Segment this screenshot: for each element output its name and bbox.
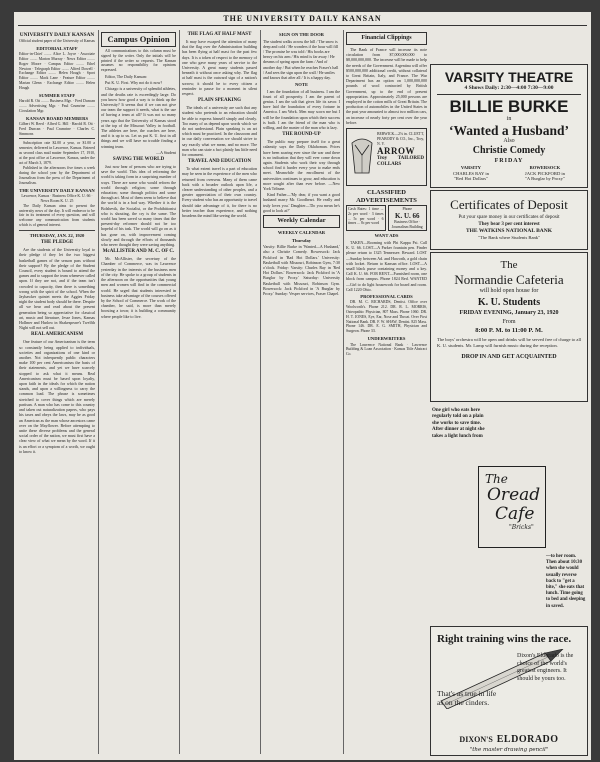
column-poems-calendar [263,30,340,754]
in-label: in [506,116,512,122]
left-star: CHARLES RAY in [453,170,489,176]
dixon-headline: Right training wins the race. [437,633,572,645]
article-heading: NOTE [294,82,309,88]
column-opinion [101,30,176,754]
article-heading: REAL AMERICANISM [30,332,84,338]
left-venue: VARSITY [460,165,481,170]
letter-signature: —A Student [156,149,176,155]
right-star: JACK PICKFORD in [524,170,565,176]
column-editorial [19,30,95,754]
letter-salutation: Editor, The Daily Kansan: [105,73,147,79]
policy-note: The Daily Kansan aims to present the university news of the day. It will endeavor to be fair in its treatment of every question, and will welcome any communication from students which is of general interest. [19,203,95,227]
underwriters-heading: UNDERWRITERS [367,336,406,342]
poem: The student walks across the hill / The snow is deep and cold / He wonders if the hour will fill / The promise he was told / His books are heavy on his arm / His mind is far away / He dreams of spring upon the farm / And of another day / But when he reaches Fraser's hall / And sees the sign upon the wall / He smiles and knows that after all / It is a happy day. [263,38,339,80]
article-body: Mr. McAllister, the secretary of the Chamber of Commerce, was in Lawrence yesterday in the interests of the business men of the city. He spoke to a group of students in the afternoon on the opportunities that young men and women will find in the commercial world. He urged that students interested in business take advantage of the courses offered by the School of Commerce. The work of the chamber, he said, is more than merely boosting a town; it is building a community where people like to live. [101,256,176,319]
cafeteria-date: FRIDAY EVENING, January 23, 1920 [459,310,559,316]
want-ads-heading: WANT ADS [374,233,399,239]
oread-right-text: —to her room. Then about 10:30 when she would usually reverse back to "get a bite," she eats that lunch. Time going to bed and sleeping in saved. [546,554,586,609]
friday-right [525,165,565,182]
article-heading: THE ROUND-UP [282,132,321,138]
cafeteria-the: The [500,259,518,271]
professional-heading: PROFESSIONAL CARDS [360,293,413,299]
right-film: "A Burglar by Proxy" [525,176,565,182]
right-venue: BOWERSOCK [529,165,561,170]
star-name: BILLIE BURKE [449,97,569,116]
weekly-calendar-heading: Weekly Calendar [277,217,326,225]
deposit-line1: Put your spare money in our certificates of deposit [458,215,560,220]
article-heading: SIGN ON THE DOOR [279,32,324,37]
subscription-note: Subscription rate $2.00 a year, or $1.00 a semester, delivered in Lawrence, Kansas. Entered as second class mail matter September 17, 1910, at the post office at Lawrence, Kansas, under the act of March 3, 1879. [19,141,95,165]
weekly-calendar-subheading: WEEKLY CALENDAR [277,230,326,236]
divider [19,138,95,139]
phone-number: K. U. 66 [395,211,420,220]
dixon-left-text: That's as true in life as on the cinders. [437,689,497,707]
professional-list: DR. M. C. RICHARDS, Dentist. Office over Woolworth's. Phone 212. DR. R. L. MORRIS, Osteopathic Physician, 807 Mass. Phone 1060. DR. H. T. JONES, Eye, Ear, Nose and Throat. Over First National Bank. DR. F. W. SHAW, Dentist. 825 Mass. Phone 146. DR. E. G. SMITH, Physician and Surgeon. Phone 33. [346,300,427,334]
editorial-staff-list: Editor-in-Chief ........ Alice L. Joyce · Associate Editor ........ Marion Murray · News Editor ........ Roger Moore · Campus Editor ........ Ethel Newton · Telegraph Editor ........ Alfred Dowell · Exchange Editor ........ Helen Hough · Sport Editor ........ Mack Lane · Feature Editor ........ Marian Glenn · Exchange Editor ........ Helen Hough [19,52,95,90]
opinion-heading: Campus Opinion [107,34,170,44]
friday-left [453,165,489,182]
left-film: "Red Hot Dollars" [454,176,488,182]
summer-staff-heading: SUMMER STAFF [38,92,76,98]
weekly-calendar-list: Varsity: Billie Burke in 'Wanted—A Husband,' also a Christie Comedy. Bowersock: Jack Pickford in 'Bad Hot Dollars.' University: Basketball with Missouri, Robinson Gym, 7:30 o'clock. Friday: Varsity: Charles Ray in 'Red Hot Dollars.' Bowersock: Jack Pickford in 'A Burglar by Proxy.' Saturday: University Basketball with Missouri, Robinson Gym. Bowersock: Jack Pickford in 'A Burglar by Proxy.' Sunday: Vesper services, Fraser Chapel. [263,244,340,296]
humor-item: Kind Father—'My dear, if you want a good husband marry Mr. Goodheart. He really and truly loves you.' Daughter—'Do you mean he's good to look at?' [263,192,340,213]
nameplate-subtitle: Official student paper of the University of Kansas [19,39,95,43]
article-body: Just now hear of persons who are trying to save the world. This idea of reforming the world is taking form in a surprising number of ways. There are some who would reform the world through religion; some through education; some through politics and some through art. Most of them seem to believe that the world is in a bad way. Whether it is the Bolshevik, the Socialist, or the Prohibitionist who is shouting, the cry is the same. The world has been saved so many times that the present-day reformer should not be too hopeful of his task. The world will go on as it has gone on, with improvement coming slowly and through the efforts of thousands who never thought they were saving anything. [101,164,176,248]
divider [19,230,95,231]
board-heading: KANSAN BOARD MEMBERS [25,115,89,121]
classified-rates-row [346,205,427,231]
cafeteria-time: 8:00 P. M. to 11:00 P. M. [475,327,543,334]
dixon-brand-block [431,729,587,754]
dixon-right-text: Dixon's Eldorado is the choice of the world's greatest engineers. It should be yours too. [517,653,574,682]
cafeteria-name: Normandie Cafeteria [454,272,564,287]
published-note: Published in the afternoons five times a week during the school year by the Department of Journalism from the press of the Department of Journalism. [19,166,95,185]
dixon-eldorado-ad [430,626,588,756]
deposit-line2: They bear 3 per cent interest [478,222,540,227]
article-heading: PLAIN SPEAKING [198,98,241,104]
bank-name: THE WATKINS NATIONAL BANK [465,228,553,234]
column-rule [260,30,261,754]
theatre-name: VARSITY THEATRE [444,69,574,85]
column-features [182,30,257,754]
dixon-product: ELDORADO [496,734,559,745]
dixon-brand: DIXON'S [459,735,493,744]
masthead-rule [18,25,587,26]
clippings-box [346,32,427,45]
column-rule [179,30,180,754]
oread-side-text: One girl who eats here regularly told on a plain she works to save time. After dinner at night she takes a light lunch from [432,408,485,439]
classified-heading: CLASSIFIED ADVERTISEMENTS [356,189,417,204]
film-title: ‘Wanted a Husband’ [448,123,570,138]
telephones: Lawrence, Kansas · Business Office K. U. 66 · News Room K. U. 25 [21,194,93,203]
article-body: I am the foundation of all business. I am the fount of all prosperity. I am the parent of genius. I am the salt that gives life its savor. I have laid the foundation of every fortune in America. I am Work. Men may scorn me but I will be the foundation upon which their success is built. I am the friend of the man who is willing, and the master of the man who is lazy. [263,88,340,131]
opinion-intro: All communications to this column must be signed by the writer. Only the initials will be printed if the writer so requests. The Kansan assumes no responsibility for opinions expressed. [101,49,176,73]
newspaper-page [14,12,591,760]
board-list: Gilbert W. Reed · Alfred G. Hill · Harold R. Ott · Fred Duncan · Paul Crumrine · Charles C. Simmons [19,122,95,136]
arrow-product: Troy TAILORED COLLARS [377,156,424,168]
article-heading: McALLISTER AND M. C. OF C. [102,249,175,255]
oread-slogan: "Bricks" [509,524,534,531]
classified-rates: Cash Rates: 1 time ... 2c per word · 3 times ... 5c per word · 6 times ... 8c per word [346,205,386,231]
weekly-calendar-day: Thursday [291,237,312,243]
article-heading: TRAVEL AND EDUCATION [187,159,252,165]
bank-motto: "The Bank where Students Bank" [478,235,540,240]
deposit-ad [430,190,588,250]
deposit-title: Certificates of Deposit [450,197,568,212]
comedy-title: Christie Comedy [472,145,546,156]
telephones-heading: THE UNIVERSITY DAILY KANSAN [19,187,95,193]
cafeteria-students: K. U. Students [477,297,541,308]
article-heading: THE FLAG AT HALF MAST [187,32,252,37]
letter-opening: Put K. U. First. Why not do it now? [105,80,163,86]
arrow-ad-text [377,132,424,168]
also-label: Also [503,138,515,144]
dixon-tagline: "the master drawing pencil" [469,747,549,753]
cafeteria-from: From [502,319,516,325]
phone-label: Phone [402,207,412,212]
page-masthead: THE UNIVERSITY DAILY KANSAN [223,14,382,23]
article-body: One feature of our Americanism is the term so constantly being applied to individuals, societies and organizations of one kind or another. Not infrequently public characters make 100 per cent Americanism the basis of their statements, and yet we have scarcely stopped to ask what it means. Real Americanism must be based upon loyalty, upon faith in the ideals for which the nation stands, and upon a willingness to carry the common load. The phrase is sometimes stretched to cover things which are merely partisan. A man who has come to this country and taken out naturalization papers, who pays his taxes and obeys the laws, may be as good an American as the man whose ancestors came over on the Mayflower. Before attempting to unite these diverse problems and the general social order of the nation, we must first have a clear view of what we mean by the word. If it is an effort or a symptom of a worth, we ought to know it. [19,339,95,454]
article-body: The public may prepare itself for a great calamity says the Daily Oklahoman. Prices have been soaring ever since the war and there is no indication that they will ever come down again. Students who work their way through school find it harder every year to make ends meet. Meanwhile the enrollment of the universities continues to grow, and education is more sought after than ever before. —New York Tribune. [263,139,340,192]
oread-logo-box [478,466,546,548]
column-classifieds [346,30,427,754]
nameplate: UNIVERSITY DAILY KANSAN [19,32,95,38]
classified-phone-box [388,205,428,231]
arrow-ad-sub: BERWICK—2⅛ in. CLUETT, PEABODY & CO., Inc., Troy, N. Y. [377,132,424,146]
cafeteria-paragraph: The boys' orchestra will be open and drinks will be served free of charge to all K. U. students. Mr. Lamp will furnish music during the reception. [437,337,581,348]
oread-name-2: Cafe [495,504,535,524]
column-rule [98,30,99,754]
cafeteria-line1: will hold open house for [479,288,539,294]
underwriters-list: The Lawrence National Bank · Lawrence Building & Loan Association · Kansas Title Abstract Co. [346,342,427,357]
clippings-body: The Bank of France will increase its note circulation from $7,000,000,000 to $8,000,000,000. The increase will be made to help the needs of the Government. Argentina will offer $500,000,000 additional credit, without collateral to Great Britain, Italy, and France. The War Department has an option on 1,000,000,000 pounds of wool contracted by British Government, up to the end of present appropriation. Approximately 25,000 persons are employed in the cotton mills of Great Britain. The production of automobiles in the United States in the past year amounted to almost two million cars, an increase of nearly forty per cent over the year before. [346,47,427,125]
arrow-collar-ad [346,128,427,186]
dateline: THURSDAY, JAN. 22, 1920 [29,232,85,238]
oread-cafe-ad [430,404,586,622]
article-heading: THE PLEDGE [40,240,74,246]
oread-name-1: Oread [487,485,541,505]
friday-bill [431,165,587,182]
opinion-box [101,32,176,47]
show-times: 4 Shows Daily: 2:30—4:00 7:30—9:00 [464,85,554,91]
column-rule [343,30,344,754]
article-heading: SAVING THE WORLD [112,157,165,163]
arrow-brand: ARROW [377,146,415,157]
cafeteria-cta: DROP IN AND GET ACQUAINTED [461,354,557,360]
oread-the: The [485,472,508,486]
article-body: To what extent travel is a part of education may be seen in the experience of the men who returned from overseas. Many of them came back with a broader outlook upon life, a clearer understanding of other peoples, and a greater appreciation of their own country. Every student who has an opportunity to travel should take advantage of it, for there is no better teacher than experience, and nothing broadens the mind like seeing the world. [182,166,257,219]
article-body: The ideals of a university are such that any student who pretends to an education should be able to express himself simply and clearly. Too many of us depend upon words which we do not understand. Plain speaking is an art which must be practiced. In the classroom and in our daily conversation we should strive to say exactly what we mean, and no more. The man who can state a fact plainly has little need for ornament. [182,105,257,158]
friday-label: FRIDAY [494,158,524,164]
editorial-staff-heading: EDITORIAL STAFF [36,45,78,51]
cafeteria-ad [430,252,588,402]
letter-body: Chicago is a university of splendid athletes, and the deaths rate is exceedingly large. Do you know how good a way is to think up the University? It seems that if we can not give our team the support it needs, what is the use of having a team at all? It was not so many years ago that the University of Kansas stood at the top of the Missouri Valley in football. The athletes are here, the coaches are here, and it is up to us. Let us put K. U. first in all things and we will have no trouble finding a winning team. [101,86,176,149]
article-body: It may have escaped the attention of many that the flag over the Administration building has been flying at half mast for the past few days. It is a token of respect to the memory of one who gave many years of service to the University. A great many students passed beneath it without once asking why. The flag at half mast is the outward sign of a nation's sorrow; it should be to every citizen a reminder to pause for a moment in silent respect. [182,39,257,97]
phone-note: Business Office · Journalism Building [391,219,423,229]
collar-illustration-icon [349,133,375,177]
varsity-theatre-ad [430,64,588,188]
clippings-heading: Financial Clippings [361,35,412,41]
weekly-calendar-box [263,215,340,228]
article-body: Are the students of the University loyal to their pledge if they let the two biggest basketball games of the season pass without their support? By the pledge of the Student Council, every student is bound to attend the games and to support the team whenever called upon. If they are not, and if the team isn't crowded to capacity, then there is something wrong with the spirit of the school. When the Jayhawker quintet meets the Aggies Friday night the student body should be there. Despite all we hear and read about the present generation being so appreciative for classical art, music and literature, Jesse Jones, Kansas Hollmer and Harlow in Shakespeare's Twelfth Night will not sell out. [19,247,95,331]
want-ads-list: TAKEN—Rooming with Phi Kappa Psi. Call K. U. 66. LOST—A Parker fountain pen. Finder please return to 1325 Tennessee. Reward. LOST—Sunday between Ad. and Haworth, a gold chain with locket. Return to Kansan office. LOST—A small black purse containing money and a key. Call K. U. 66. FOR RENT—Furnished room, one block from campus. Phone 1824 Red. WANTED—Girl to do light housework for board and room. Call 1220 Ohio. [346,239,427,292]
summer-staff-list: Harold R. Ott ........ Business Mgr. · Fred Duncan ........ Advertising Mgr. · Paul Crumrine ........ Circulation Mgr. [19,99,95,113]
